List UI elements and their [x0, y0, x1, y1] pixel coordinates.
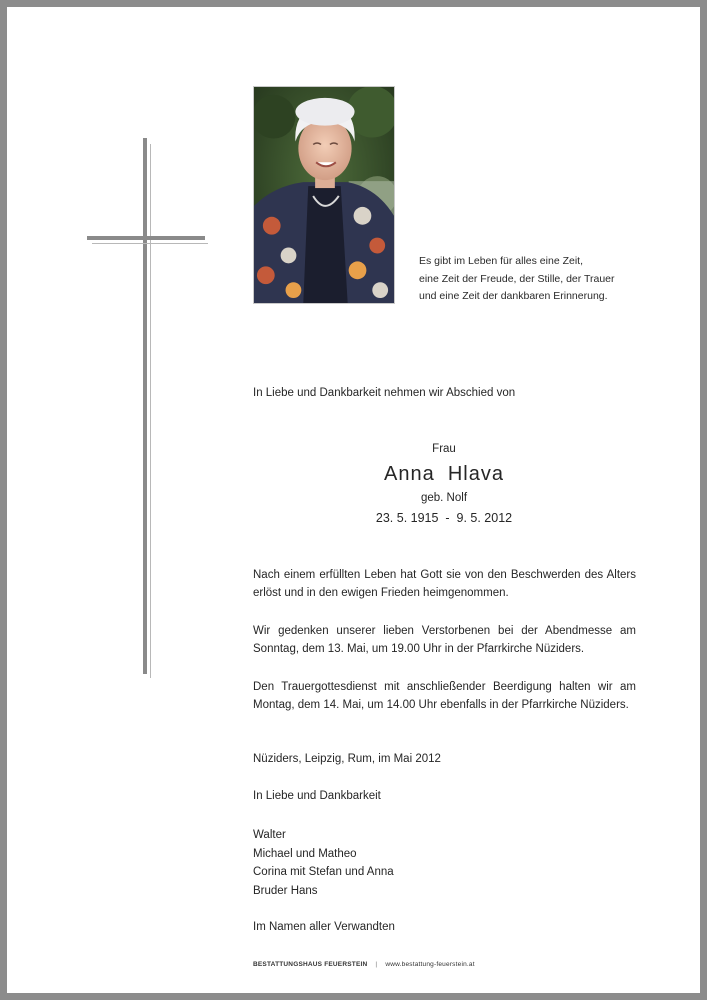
- salutation: Frau: [432, 443, 456, 455]
- deceased-name: Anna Hlava: [384, 463, 504, 485]
- paragraph-passing: Nach einem erfüllten Leben hat Gott sie von den Beschwerden des Alters erlöst und in den ewigen Frieden heimgenommen.: [253, 569, 636, 599]
- cross-vertical-bar: [143, 138, 147, 674]
- cross-vertical-line: [150, 144, 151, 678]
- relatives-line: Im Namen aller Verwandten: [253, 921, 395, 933]
- maiden-name: geb. Nolf: [420, 492, 468, 504]
- mourners-list: [253, 826, 394, 900]
- paragraph-funeral-service: Den Trauergottesdienst mit anschließender Beerdigung halten wir am Montag, dem 14. Mai, um 14.00 Uhr ebenfalls in der Pfarrkirche Nüziders.: [253, 681, 636, 711]
- footer-brand: BESTATTUNGSHAUS FEUERSTEIN: [253, 961, 368, 968]
- motto-line: Es gibt im Leben für alles eine Zeit,: [419, 255, 584, 267]
- footer: [253, 961, 475, 968]
- portrait-photo: [253, 86, 395, 304]
- place-date: Nüziders, Leipzig, Rum, im Mai 2012: [253, 753, 441, 765]
- mourner-name: Walter: [253, 829, 286, 841]
- farewell-intro: In Liebe und Dankbarkeit nehmen wir Abschied von: [253, 387, 516, 399]
- motto-verse: [419, 253, 659, 306]
- mourner-name: Bruder Hans: [253, 884, 318, 897]
- paragraph-evening-mass: Wir gedenken unserer lieben Verstorbenen bei der Abendmesse am Sonntag, dem 13. Mai, um 19.00 Uhr in der Pfarrkirche Nüziders.: [253, 625, 636, 655]
- motto-line: eine Zeit der Freude, der Stille, der Trauer: [419, 272, 615, 285]
- portrait-image: [254, 87, 394, 303]
- footer-separator: |: [375, 961, 378, 968]
- life-dates: 23. 5. 1915 - 9. 5. 2012: [375, 511, 513, 525]
- footer-website-link[interactable]: www.bestattung-feuerstein.at: [385, 961, 475, 968]
- cross-horizontal-bar: [87, 236, 205, 240]
- cross-horizontal-line: [92, 243, 208, 244]
- closing-line: In Liebe und Dankbarkeit: [253, 790, 381, 802]
- motto-line: und eine Zeit der dankbaren Erinnerung.: [419, 290, 608, 302]
- mourner-name: Corina mit Stefan und Anna: [253, 866, 394, 878]
- mourner-name: Michael und Matheo: [253, 847, 357, 860]
